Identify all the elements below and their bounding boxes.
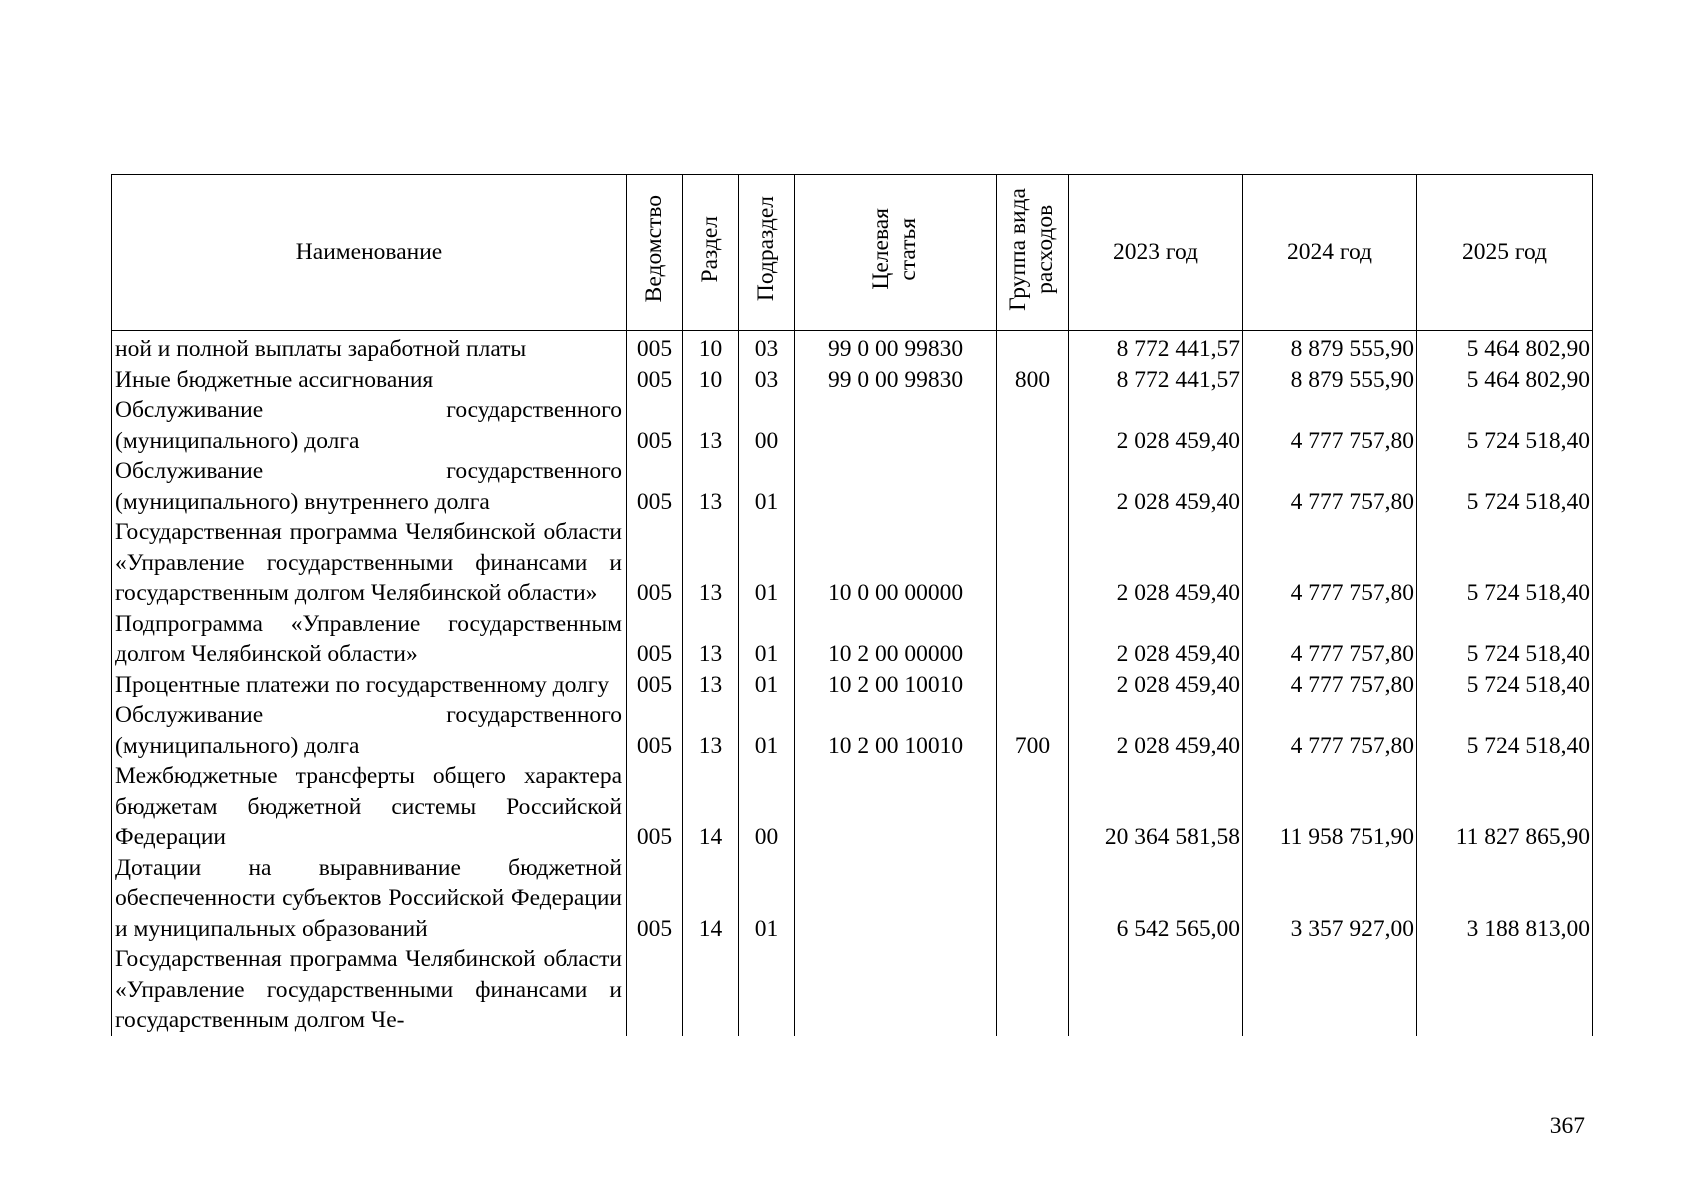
cell-subsection: 03 xyxy=(739,331,795,365)
cell-year-2023: 6 542 565,00 xyxy=(1069,853,1243,945)
cell-dept: 005 xyxy=(627,761,683,853)
header-name: Наименование xyxy=(112,175,627,331)
cell-year-2023: 2 028 459,40 xyxy=(1069,456,1243,517)
cell-year-2024: 4 777 757,80 xyxy=(1243,517,1417,609)
cell-year-2024: 3 357 927,00 xyxy=(1243,853,1417,945)
cell-target: 99 0 00 99830 xyxy=(795,331,997,365)
cell-group xyxy=(997,395,1069,456)
cell-dept: 005 xyxy=(627,395,683,456)
table-row xyxy=(112,365,1593,396)
cell-target: 10 2 00 00000 xyxy=(795,609,997,670)
cell-subsection: 03 xyxy=(739,365,795,396)
cell-year-2024: 11 958 751,90 xyxy=(1243,761,1417,853)
cell-year-2025: 5 724 518,40 xyxy=(1417,609,1593,670)
cell-subsection: 00 xyxy=(739,761,795,853)
cell-year-2023: 2 028 459,40 xyxy=(1069,609,1243,670)
cell-target: 10 2 00 10010 xyxy=(795,670,997,701)
cell-name: Обслуживание государственного (муниципального) долга xyxy=(112,700,627,761)
cell-dept: 005 xyxy=(627,456,683,517)
table-row xyxy=(112,670,1593,701)
cell-name: Государственная программа Челябинской области «Управление государственными финансами и государственным долгом Че- xyxy=(112,944,627,1036)
cell-name: Государственная программа Челябинской области «Управление государственными финансами и государственным долгом Челябинской области» xyxy=(112,517,627,609)
cell-year-2023: 20 364 581,58 xyxy=(1069,761,1243,853)
cell-subsection: 01 xyxy=(739,517,795,609)
cell-section: 14 xyxy=(683,761,739,853)
cell-year-2025: 3 188 813,00 xyxy=(1417,853,1593,945)
cell-year-2023: 2 028 459,40 xyxy=(1069,670,1243,701)
table-row xyxy=(112,331,1593,365)
cell-target xyxy=(795,944,997,1036)
table-row xyxy=(112,700,1593,761)
cell-subsection: 01 xyxy=(739,609,795,670)
cell-subsection: 00 xyxy=(739,395,795,456)
page-number: 367 xyxy=(1549,1113,1585,1139)
cell-year-2024: 8 879 555,90 xyxy=(1243,331,1417,365)
cell-group xyxy=(997,670,1069,701)
cell-dept xyxy=(627,944,683,1036)
cell-section: 14 xyxy=(683,853,739,945)
cell-year-2025: 5 464 802,90 xyxy=(1417,331,1593,365)
cell-year-2024: 4 777 757,80 xyxy=(1243,670,1417,701)
cell-year-2023: 2 028 459,40 xyxy=(1069,517,1243,609)
cell-section: 10 xyxy=(683,331,739,365)
cell-year-2024: 4 777 757,80 xyxy=(1243,700,1417,761)
header-row xyxy=(112,175,1593,331)
header-year-2025: 2025 год xyxy=(1417,175,1593,331)
header-target: Целевая статья xyxy=(795,175,997,331)
cell-dept: 005 xyxy=(627,331,683,365)
cell-dept: 005 xyxy=(627,700,683,761)
cell-section: 13 xyxy=(683,670,739,701)
header-group: Группа вида расходов xyxy=(997,175,1069,331)
cell-year-2024 xyxy=(1243,944,1417,1036)
cell-subsection: 01 xyxy=(739,853,795,945)
cell-section: 10 xyxy=(683,365,739,396)
table-body xyxy=(112,331,1593,1036)
cell-year-2025: 5 724 518,40 xyxy=(1417,700,1593,761)
cell-year-2024: 4 777 757,80 xyxy=(1243,609,1417,670)
cell-section: 13 xyxy=(683,609,739,670)
cell-year-2024: 4 777 757,80 xyxy=(1243,456,1417,517)
cell-target: 99 0 00 99830 xyxy=(795,365,997,396)
cell-year-2025: 5 464 802,90 xyxy=(1417,365,1593,396)
cell-subsection: 01 xyxy=(739,700,795,761)
cell-year-2024: 8 879 555,90 xyxy=(1243,365,1417,396)
cell-dept: 005 xyxy=(627,670,683,701)
table-row xyxy=(112,609,1593,670)
cell-name: Процентные платежи по государственному долгу xyxy=(112,670,627,701)
cell-subsection: 01 xyxy=(739,670,795,701)
cell-subsection: 01 xyxy=(739,456,795,517)
cell-target xyxy=(795,853,997,945)
cell-year-2023: 2 028 459,40 xyxy=(1069,700,1243,761)
table-row xyxy=(112,944,1593,1036)
cell-year-2025: 11 827 865,90 xyxy=(1417,761,1593,853)
cell-name: Обслуживание государственного (муниципального) внутреннего долга xyxy=(112,456,627,517)
cell-group xyxy=(997,331,1069,365)
table-row xyxy=(112,517,1593,609)
cell-year-2025: 5 724 518,40 xyxy=(1417,395,1593,456)
cell-target xyxy=(795,395,997,456)
cell-group: 700 xyxy=(997,700,1069,761)
cell-year-2023 xyxy=(1069,944,1243,1036)
cell-year-2023: 8 772 441,57 xyxy=(1069,365,1243,396)
cell-year-2025: 5 724 518,40 xyxy=(1417,670,1593,701)
cell-group xyxy=(997,853,1069,945)
cell-year-2025 xyxy=(1417,944,1593,1036)
cell-name: Подпрограмма «Управление государственным долгом Челябинской области» xyxy=(112,609,627,670)
cell-section: 13 xyxy=(683,456,739,517)
cell-section: 13 xyxy=(683,700,739,761)
cell-year-2024: 4 777 757,80 xyxy=(1243,395,1417,456)
cell-dept: 005 xyxy=(627,609,683,670)
cell-name: ной и полной выплаты заработной платы xyxy=(112,331,627,365)
cell-group xyxy=(997,456,1069,517)
table-row xyxy=(112,395,1593,456)
cell-section: 13 xyxy=(683,517,739,609)
cell-section xyxy=(683,944,739,1036)
cell-subsection xyxy=(739,944,795,1036)
cell-target: 10 2 00 10010 xyxy=(795,700,997,761)
cell-group xyxy=(997,517,1069,609)
cell-year-2023: 2 028 459,40 xyxy=(1069,395,1243,456)
table-row xyxy=(112,456,1593,517)
table-row xyxy=(112,853,1593,945)
cell-dept: 005 xyxy=(627,517,683,609)
header-year-2024: 2024 год xyxy=(1243,175,1417,331)
cell-target: 10 0 00 00000 xyxy=(795,517,997,609)
header-year-2023: 2023 год xyxy=(1069,175,1243,331)
cell-name: Межбюджетные трансферты общего характера бюджетам бюджетной системы Российской Федерации xyxy=(112,761,627,853)
header-dept: Ведомство xyxy=(627,175,683,331)
cell-name: Иные бюджетные ассигнования xyxy=(112,365,627,396)
cell-target xyxy=(795,456,997,517)
cell-name: Обслуживание государственного (муниципального) долга xyxy=(112,395,627,456)
cell-dept: 005 xyxy=(627,365,683,396)
cell-year-2025: 5 724 518,40 xyxy=(1417,517,1593,609)
cell-target xyxy=(795,761,997,853)
cell-group: 800 xyxy=(997,365,1069,396)
cell-group xyxy=(997,761,1069,853)
header-subsection: Подраздел xyxy=(739,175,795,331)
cell-group xyxy=(997,609,1069,670)
budget-table xyxy=(111,174,1593,1036)
cell-group xyxy=(997,944,1069,1036)
cell-dept: 005 xyxy=(627,853,683,945)
cell-name: Дотации на выравнивание бюджетной обеспеченности субъектов Российской Федерации и муниципальных образований xyxy=(112,853,627,945)
cell-year-2023: 8 772 441,57 xyxy=(1069,331,1243,365)
cell-year-2025: 5 724 518,40 xyxy=(1417,456,1593,517)
table-row xyxy=(112,761,1593,853)
header-section: Раздел xyxy=(683,175,739,331)
cell-section: 13 xyxy=(683,395,739,456)
